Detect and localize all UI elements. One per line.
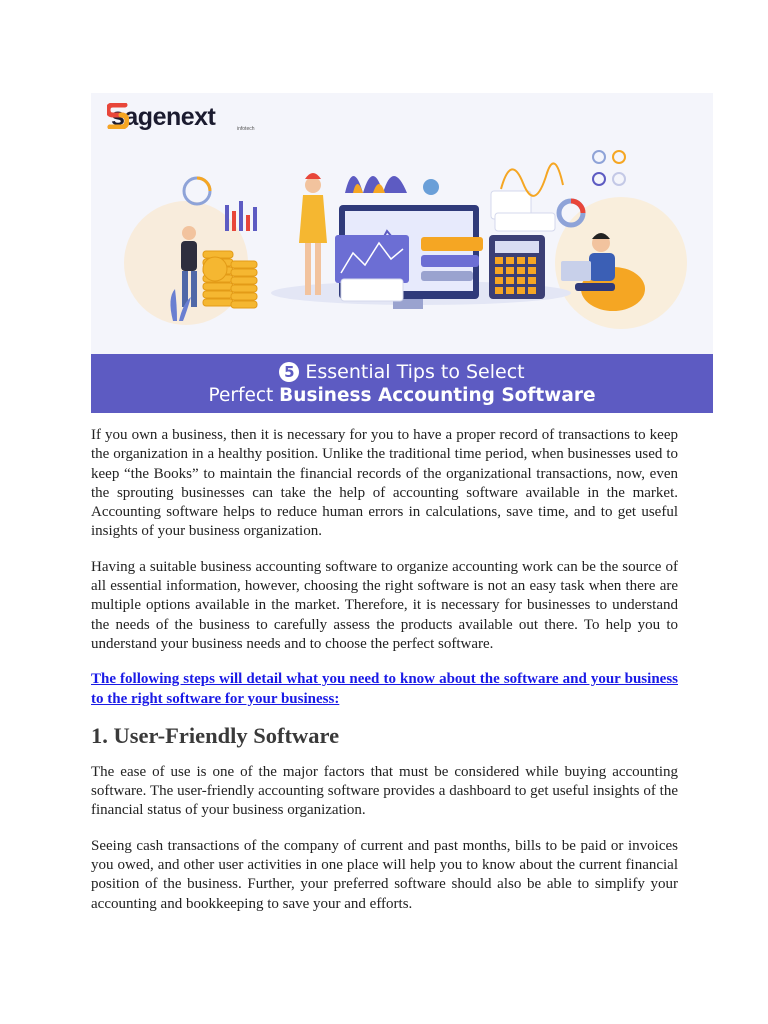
logo-subtext: infotech <box>237 126 255 132</box>
number-badge: 5 <box>279 362 299 382</box>
calculator-icon <box>489 235 545 299</box>
hero-banner <box>91 93 713 413</box>
banner-illustration <box>91 93 713 354</box>
logo-text: sagenext <box>111 103 216 131</box>
sagenext-logo-icon <box>107 103 129 129</box>
barcode-card-icon <box>341 279 403 301</box>
section-1-paragraph-1: The ease of use is one of the major factors that must be considered while buying accounting software. The user-friendly accounting software provides a dashboard to get useful insights of the financial status of your business organization. <box>91 763 678 819</box>
sagenext-logo <box>107 103 215 132</box>
circle-dots-icon <box>593 151 625 185</box>
woman-icon <box>299 173 327 295</box>
banner-title-line1 <box>91 354 713 384</box>
heart-bubble-icon <box>423 179 439 195</box>
intro-paragraph-1: If you own a business, then it is necessary for you to have a proper record of transactions to keep the organization in a healthy position. Unlike the traditional time period, when businesses used to keep “the Books” to maintain the financial records of the organizational transactions, now, even the sprouting businesses can take the help of accounting software available in the market. Accounting software helps to reduce human errors in calculations, save time, and to get useful insights of your business organization. <box>91 427 678 540</box>
section-1-heading: 1. User-Friendly Software <box>91 722 340 748</box>
steps-link[interactable]: The following steps will detail what you need to know about the software and your business to the right software for your business: <box>91 671 678 707</box>
info-card-icon <box>421 237 483 251</box>
intro-paragraph-2: Having a suitable business accounting software to organize accounting work can be the source of all essential information, however, choosing the right software is not an easy task when there are multiple options available in the market. Therefore, it is necessary for businesses to understand the needs of the business to carefully assess the products available out there. To help you to understand your business needs and to choose the perfect software. <box>91 558 678 652</box>
banner-title-line2 <box>91 384 713 408</box>
banner-title-prefix: Perfect <box>208 385 280 406</box>
coin-stack-icon <box>203 251 257 308</box>
section-1-paragraph-2: Seeing cash transactions of the company of current and past months, bills to be paid or invoices you owed, and other user activities in one place will help you to know about the current financial position of the business. Further, your preferred software should also be able to simplify your accounting and bookkeeping to save your and efforts. <box>91 837 678 912</box>
chart-panel-icon <box>335 235 409 283</box>
banner-title-text: Essential Tips to Select <box>305 361 525 383</box>
banner-title-bold: Business Accounting Software <box>279 385 596 406</box>
article-body <box>91 426 678 930</box>
banner-title-bar <box>91 354 713 413</box>
